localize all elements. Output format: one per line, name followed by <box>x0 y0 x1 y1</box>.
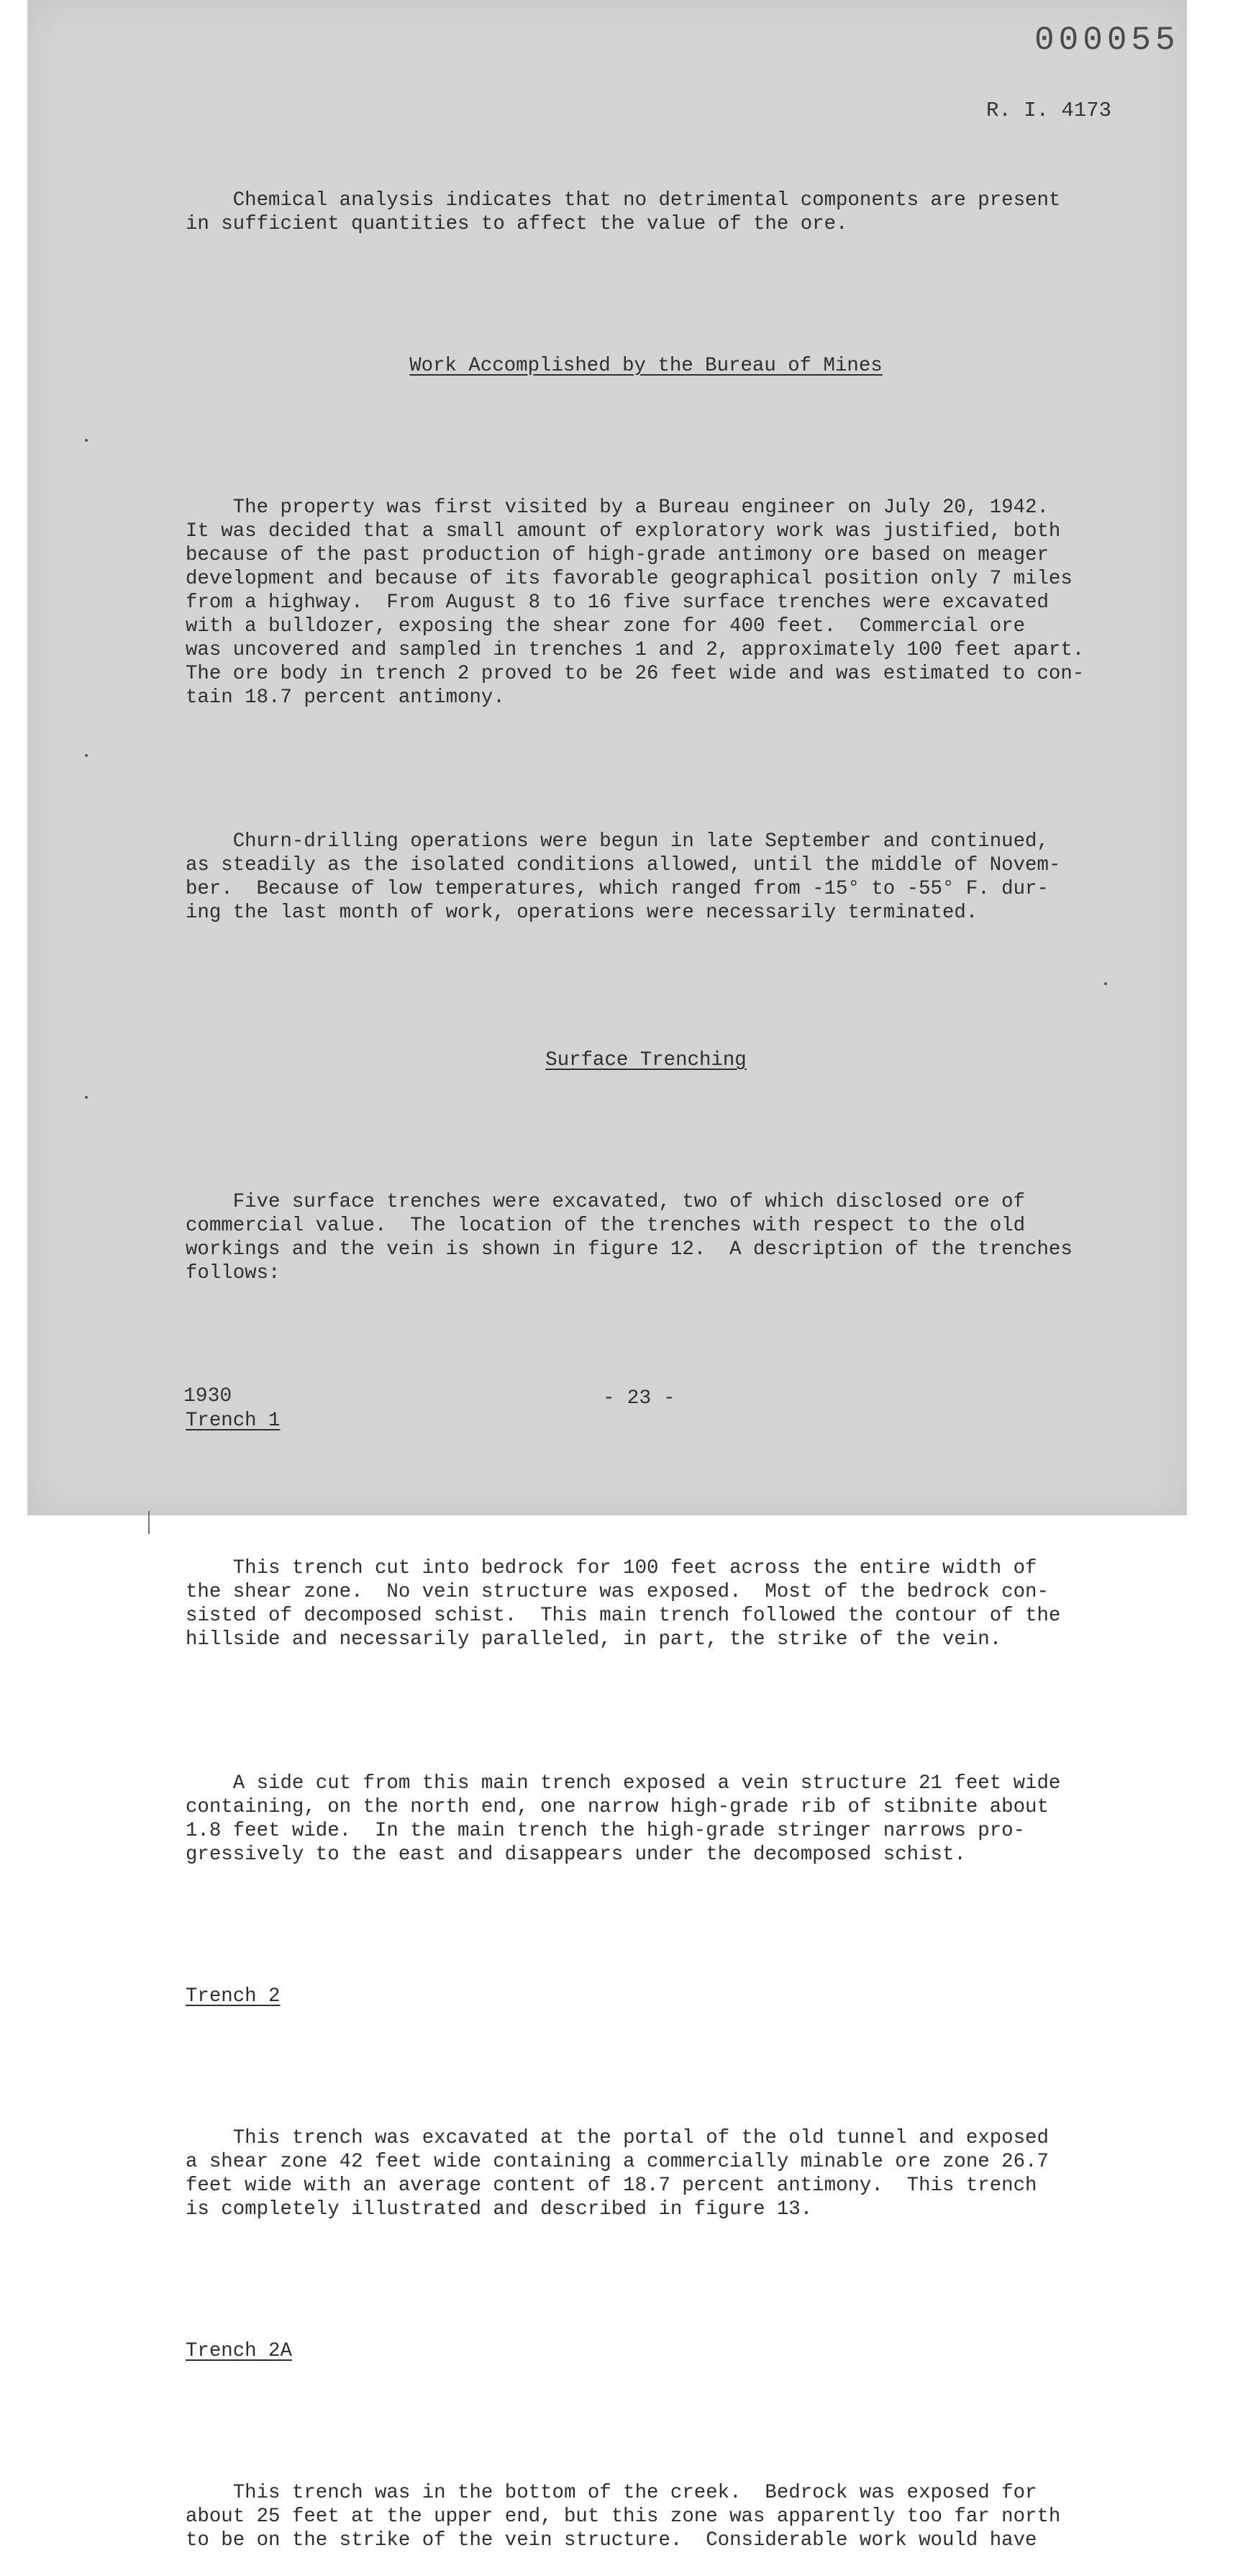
intro-paragraph: Chemical analysis indicates that no detrimental components are present in sufficient quantities to affect the value of the ore. <box>186 189 1061 235</box>
trenching-heading: Surface Trenching <box>545 1049 747 1071</box>
page-number: - 23 - <box>603 1387 675 1410</box>
visit-paragraph: The property was first visited by a Bureau engineer on July 20, 1942. It was decided that a small amount of exploratory work was justified, both because of the past production of high-grade antimony ore based on meager development and because of its favorable geographical position only 7 miles from a highway. From August 8 to 16 five surface trenches were excavated with a bulldozer, exposing the shear zone for 400 feet. Commercial ore was uncovered and sampled in trenches 1 and 2, approximately 100 feet apart. The ore body in trench 2 proved to be 26 feet wide and was estimated to con- tain 18.7 percent antimony. <box>186 496 1085 709</box>
footer-code: 1930 <box>183 1385 232 1407</box>
document-body <box>186 141 1106 2576</box>
scan-speck <box>1104 982 1107 985</box>
scan-speck <box>85 439 88 442</box>
trenching-paragraph: Five surface trenches were excavated, two of which disclosed ore of commercial value. The location of the trenches with respect to the old workings and the vein is shown in figure 12. A description of the trenches follows: <box>186 1191 1073 1284</box>
scan-edge-mark <box>148 1511 150 1534</box>
scan-speck <box>85 1096 88 1099</box>
scan-speck <box>85 754 88 757</box>
trench1-paragraph-1: This trench cut into bedrock for 100 feet across the entire width of the shear zone. No vein structure was exposed. Most of the bedrock con- sisted of decomposed schist. This main trench followed the contour of the hillside and necessarily paralleled, in part, the strike of the vein. <box>186 1557 1061 1651</box>
section-heading: Work Accomplished by the Bureau of Mines <box>409 355 883 377</box>
trench2a-heading: Trench 2A <box>186 2340 292 2362</box>
trench2-paragraph: This trench was excavated at the portal of the old tunnel and exposed a shear zone 42 feet wide containing a commercially minable ore zone 26.7 feet wide with an average content of 18.7 percent antimony. This trench is completely illustrated and described in figure 13. <box>186 2127 1049 2221</box>
trench2-heading: Trench 2 <box>186 1985 281 2008</box>
trench1-paragraph-2: A side cut from this main trench exposed a vein structure 21 feet wide containing, on the north end, one narrow high-grade rib of stibnite about 1.8 feet wide. In the main trench the high-grade stringer narrows pro- gressively to the east and disappears under the decomposed schist. <box>186 1772 1061 1866</box>
drilling-paragraph: Churn-drilling operations were begun in late September and continued, as steadily as the isolated conditions allowed, until the middle of Novem- ber. Because of low temperatures, which ranged from -15° to -55° F. dur- ing the last month of work, operations were necessarily terminated. <box>186 830 1061 924</box>
trench2a-paragraph: This trench was in the bottom of the creek. Bedrock was exposed for about 25 feet at the upper end, but this zone was apparently too far north to be on the strike of the vein structure. Considerable work would have <box>186 2482 1061 2552</box>
trench1-heading: Trench 1 <box>186 1410 281 1432</box>
document-stamp-number: 000055 <box>1034 22 1180 59</box>
report-identifier: R. I. 4173 <box>986 99 1112 122</box>
